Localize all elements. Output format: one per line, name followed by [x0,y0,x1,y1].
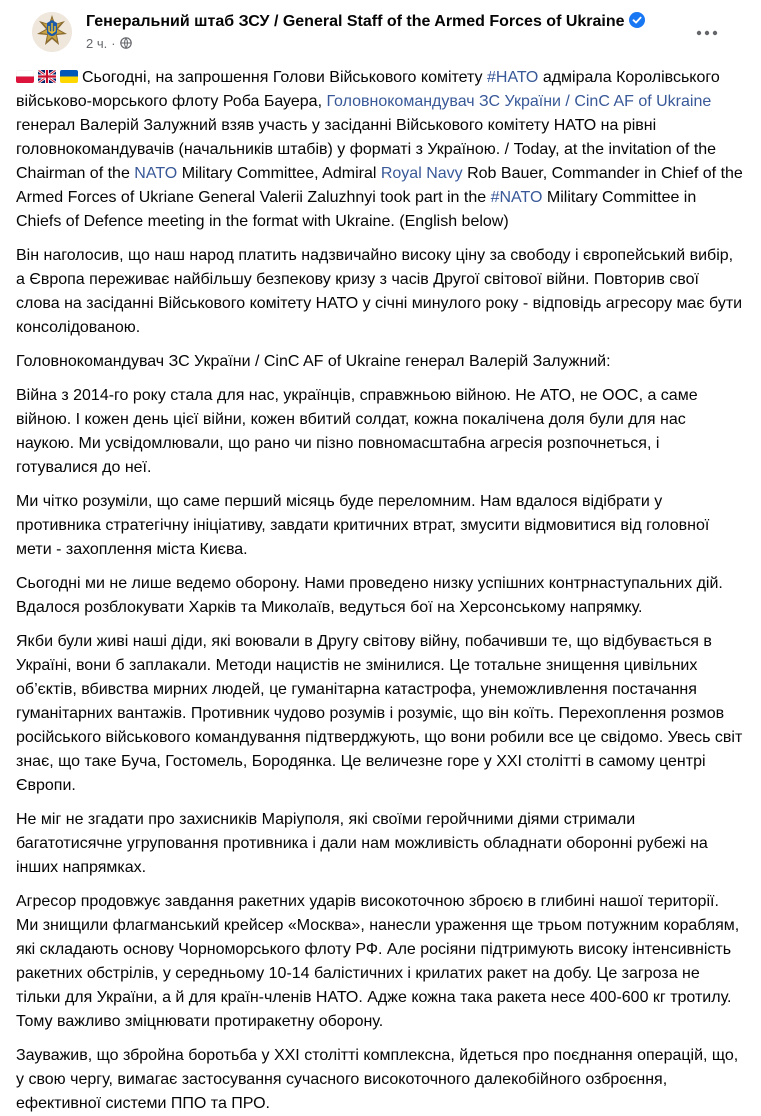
post-paragraph-4: Війна з 2014-го року стала для нас, українців, справжньою війною. Не АТО, не ООС, а саме війною. І кожен день цієї війни, кожен вбитий солдат, кожна покалічена доля були для нас наукою. Ми усвідомлювали, що рано чи пізно повномасштабна агресія розпочнеться, і готувалися до неї. [16,387,698,476]
royal-navy-link[interactable]: Royal Navy [380,165,463,182]
general-staff-emblem-icon [32,12,72,52]
hashtag-nato-en-link[interactable]: #NATO [490,189,543,206]
verified-badge-icon [629,12,645,28]
post-meta [86,36,132,52]
text-segment: Rob Bauer, Commander in Chief of the Armed Forces of Ukriane General Valerii Zaluzhnyi took part in the [16,165,743,206]
post-paragraph-10: Зауважив, що збройна боротьба у ХХІ столітті комплексна, йдеться про поєднання операцій, що, у свою чергу, вимагає застосування сучасного високоточного далекобійного озброєння, ефективної системи ППО та ПРО. [16,1047,739,1112]
post-paragraph-9: Агресор продовжує завдання ракетних ударів високоточною зброєю в глибині нашої території. Ми знищили флагманський крейсер «Москва», нанесли ураження ще трьом потужним кораблям, які складають основу Чорноморського флоту РФ. Але росіяни підтримують високу інтенсивність ракетних обстрілів, у середньому 10-14 балістичних і крилатих ракет на добу. Це загроза не тільки для України, а й для країн-членів НАТО. Адже кожна така ракета несе 400-600 кг тротилу. Тому важливо зміцнювати протиракетну оборону. [16,893,740,1030]
meta-separator: · [111,36,116,51]
post-header [16,0,745,62]
post-paragraph-1 [16,66,745,234]
post-paragraph-5: Ми чітко розуміли, що саме перший місяць буде переломним. Нам вдалося відібрати у противника стратегічну ініціативу, завдати критичних втрат, змусити відмовитися від головної мети - захоплення міста Києва. [16,493,710,558]
post-timestamp[interactable]: 2 ч. [86,36,108,51]
page-name-link[interactable]: Генеральний штаб ЗСУ / General Staff of the Armed Forces of Ukraine [86,13,625,30]
more-options-button[interactable] [689,18,725,48]
uk-flag-icon [38,70,56,83]
text-segment: Сьогодні, на запрошення Голови Військового комітету [82,69,487,86]
text-segment: адмірала Королівського військово-морського флоту Роба Бауера, [16,69,720,110]
more-dots-icon [696,30,718,36]
cinc-af-ukraine-link[interactable]: Головнокомандувач ЗС України / CinC AF of Ukraine [326,93,712,110]
text-segment: Military Committee, Admiral [177,165,381,182]
hashtag-nato-ua-link[interactable]: #НАТО [487,69,539,86]
post-paragraph-2: Він наголосив, що наш народ платить надзвичайно високу ціну за свободу і європейський вибір, а Європа переживає найбільшу безпекову кризу з часів Другої світової війни. Повторив свої слова на засіданні Військового комітету НАТО у січні минулого року - відповідь агресору має бути консолідованою. [16,247,743,336]
post-paragraph-3: Головнокомандувач ЗС України / CinC AF of Ukraine генерал Валерій Залужний: [16,353,611,370]
text-segment: Military Committee in Chiefs of Defence meeting in the format with Ukraine. (English below) [16,189,697,230]
globe-icon[interactable] [120,37,132,49]
page-name-line [86,12,685,32]
post-paragraph-6: Сьогодні ми не лише ведемо оборону. Нами проведено низку успішних контрнаступальних дій. Вдалося розблокувати Харків та Миколаїв, ведуться бої на Херсонському напрямку. [16,575,723,616]
post-paragraph-8: Не міг не згадати про захисників Маріуполя, які своїми геройчними діями стримали багатотисячне угруповання противника і дали нам можливість обладнати оборонні рубежі на інших напрямках. [16,811,708,876]
post-paragraph-7: Якби були живі наші діди, які воювали в Другу світову війну, побачивши те, що відбувається в Україні, вони б заплакали. Методи нацистів не змінилися. Це тотальне знищення цивільних об’єктів, вбивства мирних людей, це гуманітарна катастрофа, унеможливлення постачання гуманітарних вантажів. Противник чудово розумів і розуміє, що він коїть. Перехоплення розмов російського військового командування підтверджують, що вони робили все це свідомо. Увесь світ знає, що таке Буча, Гостомель, Бородянка. Це величезне горе у ХХІ столітті в самому центрі Європи. [16,633,743,794]
post-body [16,66,745,1116]
text-segment: генерал Валерій Залужний взяв участь у засіданні Військового комітету НАТО на рівні головнокомандувачів (начальників штабів) у форматі з Україною. / Today, at the invitation of the Chairman of the [16,117,717,182]
nato-page-link[interactable]: NATO [134,165,178,182]
ukraine-flag-icon [60,70,78,83]
page-avatar[interactable] [32,12,72,52]
poland-flag-icon [16,70,34,83]
